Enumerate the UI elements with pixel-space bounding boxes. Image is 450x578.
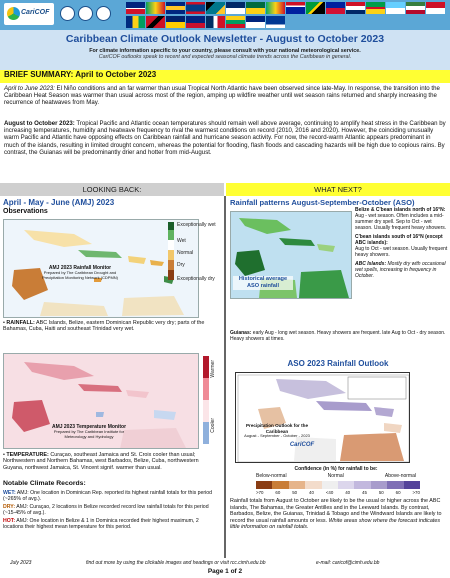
confidence-color-bar — [256, 481, 420, 489]
rainfall-bullet-lead: RAINFALL: — [6, 320, 35, 326]
temp-monitor-sub: Prepared by The Caribbean Institute for Meteorology and Hydrology — [53, 429, 125, 439]
flag-icon — [426, 2, 445, 14]
temperature-bullet: • TEMPERATURE: Curaçao, southeast Jamaica and St. Croix cooler than usual; Northwestern and Northern Bahamas, west Barbados, Belize, Cuba, northwestern Guyana, northwest Jamaica, St. Vincent signif. warmer than usual. — [3, 452, 199, 471]
outlook-heading[interactable]: ASO 2023 Rainfall Outlook — [287, 359, 389, 368]
summary-p1-text: El Niño conditions and an far warmer than usual Tropical North Atlantic have been observed since late-May. In response, the transition into the Caribbean Heat Season was warmer than usual across most of the region, amping up wildfire weather until wet season rains returned and sharply increasing the recurrence of heatwaves from May. — [4, 85, 440, 107]
flag-icon — [166, 2, 185, 14]
note2-title: C'bean islands south of 16°N (except ABC islands): — [355, 234, 443, 246]
conf-num: >70 — [256, 490, 264, 495]
outlook-logo: CariCOF — [289, 442, 315, 448]
flag-icon — [306, 2, 325, 14]
note1-title: Belize & C'bean islands north of 16°N: — [355, 207, 446, 213]
outlook-map-title-box — [242, 423, 312, 439]
partner-seals — [60, 6, 122, 22]
conf-num: 50 — [378, 490, 384, 495]
note3-title: ABC Islands: — [355, 261, 387, 267]
flag-icon — [146, 2, 165, 14]
conf-num: 60 — [395, 490, 401, 495]
outlook-paragraph — [230, 498, 448, 531]
footer-date: July 2023 — [10, 560, 32, 566]
record-wet-tag: WET: — [3, 490, 16, 496]
outlook-map-sub: August - September - October - 2023 — [244, 433, 310, 439]
subtitle-consult: For climate information specific to your country, please consult with your national meteorological service. — [89, 47, 361, 54]
temperature-bullet-text: Curaçao, southeast Jamaica and St. Croix cooler than usual; Northwestern and Northern Bahamas, west Barbados, Belize, Cuba, northwestern Guyana, northwest Jamaica, St. Vincent signif. warmer than usual. — [3, 452, 199, 471]
temp-monitor-title: AMJ 2023 Temperature Monitor — [51, 424, 127, 430]
caricof-logo-icon — [7, 7, 20, 20]
title-band — [0, 30, 450, 70]
header-band — [0, 0, 450, 30]
guianas-text: early Aug - long wet season. Heavy showers are frequent. late Aug to Oct - dry season. Heavy showers at times. — [230, 330, 446, 342]
flag-icon — [186, 16, 205, 28]
flag-icon — [206, 2, 225, 14]
scale-label-exceptionally-wet: Exceptionally wet — [177, 222, 216, 228]
flag-icon — [146, 16, 165, 28]
rain-monitor-sub: Prepared by The Caribbean Drought and Precipitation Monitoring Network (CDPMN) — [41, 270, 119, 280]
country-flags — [126, 2, 446, 28]
flag-icon — [246, 2, 265, 14]
page-number: Page 1 of 2 — [207, 568, 243, 575]
record-dry-text: AMJ: Curaçao, 2 locations in Belize recorded record low rainfall totals for this period (~15-45% of avg.). — [3, 504, 209, 517]
record-wet — [3, 490, 220, 502]
record-hot-tag: HOT: — [3, 518, 16, 524]
caricof-logo[interactable] — [4, 3, 54, 25]
historical-rainfall-map[interactable] — [230, 211, 352, 299]
record-wet-text: AMJ: One location in Dominican Rep. reported its highest rainfall totals for this period (~265% of avg.). — [3, 490, 213, 503]
flag-icon — [366, 2, 385, 14]
column-divider — [224, 196, 226, 558]
scale-label-wet: Wet — [177, 238, 186, 244]
conf-num: 40 — [345, 490, 351, 495]
conf-num: 60 — [275, 490, 281, 495]
logo-text: CariCOF — [21, 9, 50, 16]
looking-back-bar: LOOKING BACK: — [0, 183, 224, 196]
rain-monitor-label — [40, 265, 120, 281]
flag-icon — [386, 2, 405, 14]
summary-p1-lead: April to June 2023: — [4, 85, 55, 92]
flag-icon — [346, 2, 365, 14]
temperature-bullet-lead: TEMPERATURE: — [6, 452, 49, 458]
scale-label-normal: Normal — [177, 250, 194, 256]
rain-monitor-title: AMJ 2023 Rainfall Monitor — [48, 265, 112, 271]
footer — [0, 560, 450, 578]
record-dry-tag: DRY: — [3, 504, 16, 510]
conf-num: 45 — [362, 490, 367, 495]
scale-label-dry: Dry — [177, 262, 185, 268]
conf-num: >70 — [412, 490, 420, 495]
scale-label-warmer: Warmer — [210, 360, 216, 378]
partner-seal-icon — [96, 6, 111, 21]
note1-text: Aug - wet season. Often includes a mid-summer dry spell. Sep to Oct - wet season. Usually frequent heavy showers. — [355, 213, 447, 231]
flag-icon — [126, 2, 145, 14]
observations-label: Observations — [3, 208, 48, 215]
flag-icon — [286, 2, 305, 14]
outlook-italic-note: White areas show where the forecast indicates little information on rainfall totals. — [230, 517, 441, 530]
note3-text: Mostly dry with occasional wet spells, increasing in frequency in October. — [355, 261, 446, 279]
summary-p2-lead: August to October 2023: — [4, 120, 75, 127]
conf-below-label: Below-normal — [256, 473, 287, 480]
flag-icon — [166, 16, 185, 28]
flag-icon — [206, 16, 225, 28]
conf-num: <40 — [325, 490, 334, 495]
flag-icon — [266, 16, 285, 28]
footer-link-text[interactable]: find out more by using the clickable images and headings or visit rcc.cimh.edu.bb — [86, 560, 266, 566]
confidence-title: Confidence (in %) for rainfall to be: — [294, 466, 378, 472]
subtitle-outlooks: CariCOF outlooks speak to recent and expected seasonal climate trends across the Caribbean in general. — [98, 54, 352, 61]
guianas-lead: Guianas: — [230, 330, 252, 336]
newsletter-title[interactable]: Caribbean Climate Outlook Newsletter - August to October 2023 — [65, 33, 385, 45]
scale-label-exceptionally-dry: Exceptionally dry — [177, 276, 215, 282]
flag-icon — [326, 2, 345, 14]
conf-normal-label: Normal — [327, 473, 344, 480]
summary-paragraph-1 — [4, 85, 446, 107]
flag-icon — [406, 2, 425, 14]
conf-num: 50 — [292, 490, 298, 495]
summary-p2-text: Tropical Pacific and Atlantic ocean temperatures should remain well above average, continuing to amplify heat stress in the Caribbean by increasing temperatures, humidity and heatwave frequency to rival the warmest conditions on record (2010, 2016 and 2020). However, the coinciding unusually warm Pacific and Atlantic have opposing effects on Caribbean rainfall and hurricane season activity. For now, the record-warm Atlantic appears predominant in much of the islands, resulting in limited drought concern, whereas the potential for flooding, flash floods and cascading hazards will be high due to copious rains. By contrast, the Guianas will be predominantly drier and hotter from mid-August. — [4, 120, 446, 156]
partner-seal-icon — [60, 6, 75, 21]
outlook-map-graphic — [236, 373, 410, 463]
record-hot-text: AMJ: One location in Belize & 1 in Dominica recorded their highest maximum, 2 locations their highest mean temperature for this period. — [3, 518, 199, 531]
brief-summary-heading: BRIEF SUMMARY: April to October 2023 — [0, 70, 450, 83]
summary-paragraph-2 — [4, 120, 446, 156]
confidence-legend — [256, 466, 416, 479]
records-heading: Notable Climate Records: — [3, 480, 86, 487]
record-hot — [3, 518, 220, 530]
conf-num: 40 — [309, 490, 314, 495]
flag-icon — [266, 2, 285, 14]
flag-icon — [186, 2, 205, 14]
flag-icon — [226, 16, 245, 28]
amj-heading[interactable]: April - May - June (AMJ) 2023 — [3, 198, 115, 207]
guianas-note — [230, 330, 446, 342]
historical-map-caption: Historical average ASO rainfall — [233, 276, 293, 290]
rainfall-pattern-notes — [355, 207, 448, 279]
record-dry — [3, 504, 220, 516]
rainfall-bullet-text: ABC Islands, Belize, eastern Dominican Republic very dry; parts of the Bahamas, Cuba, Haiti and southeast Trinidad very wet. — [3, 320, 205, 333]
rainfall-scale-bar — [168, 222, 174, 280]
rainfall-patterns-heading[interactable]: Rainfall patterns August-September-October (ASO) — [230, 198, 415, 207]
rainfall-outlook-map[interactable] — [235, 372, 410, 463]
rainfall-bullet: • RAINFALL: ABC Islands, Belize, eastern Dominican Republic very dry; parts of the Bahamas, Cuba, Haiti and southeast Trinidad very wet. — [3, 320, 205, 333]
conf-above-label: Above-normal — [384, 473, 416, 480]
scale-label-cooler: Cooler — [210, 418, 216, 433]
note2-text: Aug to Oct - wet season. Usually frequent heavy showers. — [355, 246, 448, 258]
flag-icon — [226, 2, 245, 14]
footer-email[interactable]: e-mail: caricof@cimh.edu.bb — [316, 560, 380, 566]
partner-seal-icon — [78, 6, 93, 21]
temperature-scale-bar — [203, 356, 209, 444]
what-next-bar: WHAT NEXT? — [226, 183, 450, 196]
confidence-numbers — [256, 490, 420, 495]
temp-monitor-label — [44, 424, 134, 440]
outlook-map-title: Precipitation Outlook for the Caribbean — [245, 423, 309, 434]
flag-icon — [126, 16, 145, 28]
outlook-text: Rainfall totals from August to October are likely to be the usual or higher across the ABC islands, The Bahamas, the Greater Antilles and in the Leeward Islands. By contrast, Barbados, Belize, the Guianas, Trinidad & Tobago and the Windward Islands are likely to record the usual rainfall amounts or less. — [230, 498, 442, 524]
flag-icon — [246, 16, 265, 28]
temperature-monitor-map[interactable] — [3, 353, 199, 449]
